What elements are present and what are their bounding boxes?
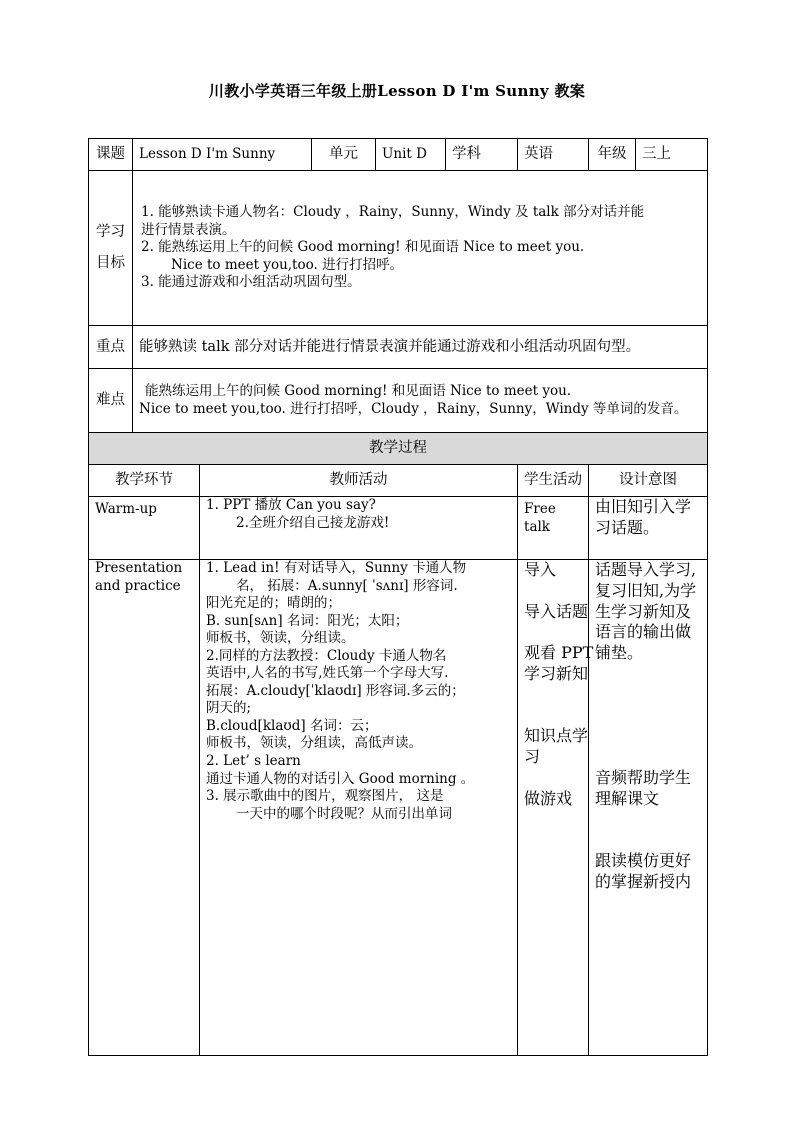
student-line: 知识点学 — [524, 726, 589, 746]
intent-line: 理解课文 — [595, 788, 660, 808]
header-row — [89, 139, 708, 171]
intent-line: 音频帮助学生 — [595, 767, 692, 787]
teacher-line: 通过卡通人物的对话引入 Good morning 。 — [206, 770, 475, 787]
intent-line — [595, 810, 701, 831]
presentation-row — [89, 560, 708, 1056]
warmup-stage: Warm-up — [89, 497, 200, 560]
lesson-plan-table — [88, 138, 708, 1056]
col-student: 学生活动 — [518, 465, 589, 497]
intent-line — [595, 726, 701, 747]
difficulties-label: 难点 — [89, 369, 133, 433]
objective-line: 2. 能熟练运用上午的问候 Good morning! 和见面语 Nice to meet you. — [141, 239, 585, 256]
intent-line: 铺垫。 — [595, 643, 644, 663]
teacher-line: 2.同样的方法教授：Cloudy 卡通人物名 — [206, 647, 447, 664]
objective-line: 1. 能够熟读卡通人物名：Cloudy ，Rainy，Sunny，Windy 及 talk 部分对话并能 — [141, 204, 645, 221]
warmup-intent-line: 习话题。 — [595, 517, 660, 537]
teacher-line: B.cloud[klaʊd] 名词：云； — [206, 717, 378, 734]
warmup-intent-line: 由旧知引入学 — [595, 497, 692, 516]
student-line: 学习新知 — [524, 663, 589, 683]
student-line — [524, 685, 582, 706]
presentation-stage-line: and practice — [95, 577, 181, 594]
intent-line — [595, 685, 701, 706]
objective-line: Nice to meet you,too. 进行打招呼。 — [171, 256, 404, 273]
intent-line: 复习旧知,为学 — [595, 580, 697, 600]
warmup-teacher — [200, 497, 518, 560]
intent-line: 语言的输出做 — [595, 622, 692, 642]
subject-label: 学科 — [446, 139, 518, 171]
teacher-line: 拓展：A.cloudy[ˈklaʊdɪ] 形容词.多云的； — [206, 682, 465, 699]
grade-label: 年级 — [589, 139, 636, 171]
difficulties-row — [89, 369, 708, 433]
teacher-line: 1. Lead in! 有对话导入，Sunny 卡通人物 — [206, 560, 467, 576]
student-line — [524, 768, 582, 789]
difficulty-line: 能熟练运用上午的问候 Good morning! 和见面语 Nice to meet you. — [145, 382, 572, 399]
student-line: 导入 — [524, 560, 557, 579]
intent-line: 话题导入学习, — [595, 560, 697, 579]
intent-line — [595, 664, 701, 685]
unit-label: 单元 — [312, 139, 376, 171]
warmup-intent — [589, 497, 708, 560]
difficulty-line: Nice to meet you,too. 进行打招呼，Cloudy ，Rainy，Sunny，Windy 等单词的发音。 — [139, 400, 688, 417]
difficulties-text — [133, 369, 708, 433]
intent-line — [595, 706, 701, 727]
student-line — [524, 622, 582, 643]
teacher-line: 一天中的哪个时段呢？从而引出单词 — [236, 805, 452, 822]
teacher-line: 阴天的; — [206, 700, 252, 717]
key-points-label: 重点 — [89, 326, 133, 369]
unit-value: Unit D — [376, 139, 446, 171]
presentation-stage — [89, 560, 200, 1056]
teacher-line: 名， 拓展：A.sunny[ ˈsʌnɪ] 形容词. — [236, 577, 458, 594]
process-title-row — [89, 433, 708, 465]
presentation-student — [518, 560, 594, 1056]
teacher-line: 英语中,人名的书写,姓氏第一个字母大写. — [206, 665, 449, 682]
objectives-label: 学习 目标 — [89, 171, 133, 326]
process-header-row — [89, 465, 708, 497]
teacher-line: 2. Let’ s learn — [206, 753, 301, 770]
process-title: 教学过程 — [89, 433, 708, 465]
intent-line — [595, 830, 701, 851]
student-line: 习 — [524, 747, 541, 767]
page-title: 川教小学英语三年级上册Lesson D I'm Sunny 教案 — [208, 82, 586, 100]
teacher-line: 阳光充足的；晴朗的； — [206, 595, 341, 612]
student-line — [524, 706, 582, 727]
teacher-line: 3. 展示歌曲中的图片，观察图片， 这是 — [206, 788, 444, 805]
warmup-student: Free talk — [518, 497, 589, 560]
presentation-teacher — [200, 560, 518, 1056]
warmup-row — [89, 497, 708, 560]
teacher-line: B. sun[sʌn] 名词：阳光；太阳； — [206, 612, 409, 629]
teacher-line: 师板书，领读，分组读，高低声读。 — [206, 735, 422, 752]
topic-label: 课题 — [89, 139, 133, 171]
student-line: 导入话题 — [524, 601, 589, 621]
student-line: 观看 PPT — [524, 643, 594, 663]
topic-value: Lesson D I'm Sunny — [133, 139, 312, 171]
col-stage: 教学环节 — [89, 465, 200, 497]
intent-line: 生学习新知及 — [595, 601, 692, 621]
subject-value: 英语 — [518, 139, 589, 171]
student-line: 做游戏 — [524, 788, 573, 808]
intent-line: 跟读模仿更好 — [595, 851, 692, 871]
objective-line: 进行情景表演。 — [141, 221, 236, 238]
col-intent: 设计意图 — [589, 465, 708, 497]
presentation-stage-line: Presentation — [95, 560, 183, 576]
warmup-teacher-line: 1. PPT 播放 Can you say? — [206, 497, 376, 513]
student-line — [524, 581, 582, 602]
col-teacher: 教师活动 — [200, 465, 518, 497]
key-points-text: 能够熟读 talk 部分对话并能进行情景表演并能通过游戏和小组活动巩固句型。 — [133, 326, 708, 369]
objective-line: 3. 能通过游戏和小组活动巩固句型。 — [141, 274, 361, 291]
intent-line: 的掌握新授内 — [595, 871, 692, 891]
key-points-row — [89, 326, 708, 369]
warmup-teacher-line: 2.全班介绍自己接龙游戏! — [236, 514, 390, 531]
objectives-text — [133, 171, 708, 326]
objectives-row — [89, 171, 708, 326]
intent-line — [595, 747, 701, 768]
presentation-intent — [589, 560, 708, 1056]
grade-value: 三上 — [636, 139, 708, 171]
teacher-line: 师板书，领读，分组读。 — [206, 630, 355, 647]
